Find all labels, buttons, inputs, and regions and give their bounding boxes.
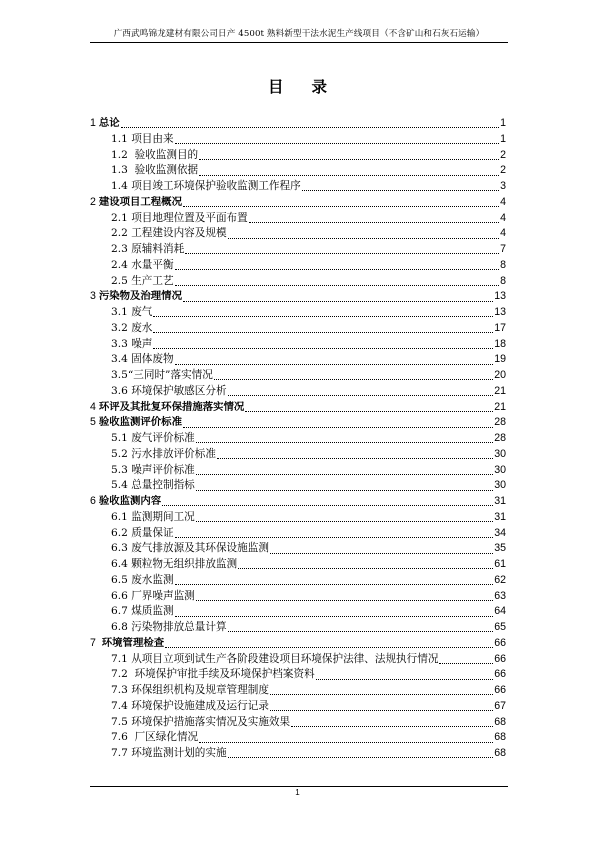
header-divider — [90, 42, 508, 43]
toc-section-entry[interactable] — [90, 683, 506, 699]
toc-entry-page: 18 — [494, 337, 506, 350]
toc-entry-page: 65 — [494, 621, 506, 633]
toc-entry-title: 总论 — [98, 117, 120, 129]
toc-entry-page: 62 — [494, 573, 506, 586]
toc-dot-leader — [153, 348, 493, 349]
toc-dot-leader — [238, 568, 493, 569]
toc-dot-leader — [196, 521, 493, 522]
toc-section-entry[interactable] — [90, 258, 506, 274]
toc-section-entry[interactable] — [90, 715, 506, 731]
toc-entry-page: 1 — [500, 132, 506, 145]
toc-section-entry[interactable] — [90, 463, 506, 479]
table-of-contents — [90, 116, 506, 762]
toc-dot-leader — [183, 301, 493, 302]
toc-dot-leader — [249, 222, 499, 223]
toc-entry-number: 1 — [90, 117, 99, 129]
toc-dot-leader — [175, 584, 494, 585]
toc-entry-number: 2.2 — [111, 227, 132, 240]
toc-entry-number: 6.5 — [111, 573, 132, 586]
toc-entry-title: 原辅料消耗 — [131, 243, 185, 255]
toc-chapter-entry[interactable] — [90, 289, 506, 305]
toc-entry-title: 项目竣工环境保护验收监测工作程序 — [131, 180, 301, 192]
toc-entry-title: 环境管理检查 — [101, 636, 165, 649]
toc-entry-page: 64 — [494, 605, 506, 618]
toc-entry-number: 6.1 — [111, 510, 132, 523]
toc-dot-leader — [270, 694, 493, 695]
toc-entry-number: 3 — [90, 290, 99, 303]
toc-entry-number: 2.3 — [111, 243, 132, 255]
toc-dot-leader — [270, 710, 493, 711]
toc-dot-leader — [165, 647, 493, 648]
toc-entry-number: 5.2 — [111, 447, 132, 460]
toc-section-entry[interactable] — [90, 179, 506, 195]
toc-entry-page: 20 — [494, 369, 506, 381]
toc-dot-leader — [175, 537, 494, 538]
toc-dot-leader — [175, 364, 494, 365]
toc-entry-page: 13 — [494, 290, 506, 303]
toc-entry-number: 7.6 — [111, 731, 135, 744]
toc-entry-title: 环境保护措施落实情况及实施效果 — [131, 715, 291, 728]
toc-entry-page: 66 — [494, 652, 506, 665]
toc-entry-page: 68 — [494, 731, 506, 744]
toc-dot-leader — [228, 238, 500, 239]
toc-entry-number: 6.7 — [111, 605, 132, 618]
toc-section-entry[interactable] — [90, 478, 506, 494]
toc-entry-page: 61 — [494, 558, 506, 570]
toc-entry-title: 固体废物 — [131, 353, 174, 366]
toc-entry-number: 7.2 — [111, 668, 135, 681]
toc-entry-title: 水量平衡 — [131, 258, 174, 271]
toc-section-entry[interactable] — [90, 337, 506, 353]
toc-entry-page: 3 — [500, 180, 506, 192]
toc-dot-leader — [199, 159, 499, 160]
toc-entry-number: 2.5 — [111, 274, 132, 287]
toc-section-entry[interactable] — [90, 573, 506, 589]
toc-section-entry[interactable] — [90, 667, 506, 683]
toc-dot-leader — [228, 631, 494, 632]
toc-section-entry[interactable] — [90, 447, 506, 463]
toc-entry-page: 2 — [500, 164, 506, 177]
toc-dot-leader — [196, 474, 493, 475]
toc-entry-title: 建设项目工程概况 — [98, 195, 182, 208]
toc-entry-number: 1.4 — [111, 180, 132, 192]
toc-entry-title: 生产工艺 — [131, 274, 174, 287]
toc-entry-title: 环境保护设施建成及运行记录 — [131, 699, 269, 712]
toc-entry-title: 质量保证 — [131, 526, 174, 539]
toc-entry-page: 30 — [494, 463, 506, 476]
toc-entry-number: 3.4 — [111, 353, 132, 366]
toc-entry-number: 3.2 — [111, 321, 132, 334]
toc-dot-leader — [291, 726, 493, 727]
toc-entry-number: 5.4 — [111, 479, 132, 492]
toc-entry-title: 厂界噪声监测 — [131, 589, 195, 602]
toc-entry-number: 7.7 — [111, 747, 132, 759]
toc-entry-title: 废水监测 — [131, 573, 174, 586]
toc-entry-page: 66 — [494, 636, 506, 649]
toc-chapter-entry[interactable] — [90, 116, 506, 132]
toc-section-entry[interactable] — [90, 730, 506, 746]
toc-section-entry[interactable] — [90, 604, 506, 620]
toc-entry-page: 4 — [500, 195, 506, 208]
toc-chapter-entry[interactable] — [90, 415, 506, 431]
toc-entry-title: 总量控制指标 — [131, 479, 195, 492]
toc-dot-leader — [153, 332, 493, 333]
toc-dot-leader — [196, 600, 493, 601]
toc-dot-leader — [153, 316, 493, 317]
toc-entry-title: 环境保护审批手续及环境保护档案资料 — [134, 668, 315, 681]
toc-section-entry[interactable] — [90, 352, 506, 368]
toc-entry-title: 煤质监测 — [131, 605, 174, 618]
toc-entry-title: 噪声评价标准 — [131, 463, 195, 476]
toc-entry-number: 5.3 — [111, 463, 132, 476]
footer-divider — [90, 786, 508, 787]
toc-entry-page: 30 — [494, 479, 506, 492]
toc-entry-page: 66 — [494, 684, 506, 696]
toc-dot-leader — [175, 143, 500, 144]
toc-entry-title: 环境保护敏感区分析 — [131, 384, 227, 397]
toc-section-entry[interactable] — [90, 163, 506, 179]
toc-entry-title: 污染物及治理情况 — [98, 290, 182, 303]
toc-entry-title: 从项目立项到试生产各阶段建设项目环境保护法律、法规执行情况 — [131, 652, 439, 665]
toc-entry-number: 1.3 — [111, 164, 135, 177]
toc-entry-number: 3.3 — [111, 337, 132, 350]
running-header: 广西武鸣锦龙建材有限公司日产 4500t 熟料新型干法水泥生产线项目（不含矿山和石灰石运输） — [113, 29, 485, 39]
toc-entry-title: 工程建设内容及规模 — [131, 227, 227, 240]
toc-chapter-entry[interactable] — [90, 400, 506, 416]
toc-entry-number: 1.1 — [111, 132, 132, 145]
toc-entry-title: 项目由来 — [131, 132, 174, 145]
toc-entry-number: 7.1 — [111, 652, 132, 665]
toc-entry-number: 6.3 — [111, 542, 132, 555]
toc-section-entry[interactable] — [90, 305, 506, 321]
toc-title-part1: 目 — [267, 77, 284, 96]
toc-entry-title: 污水排放评价标准 — [131, 447, 216, 460]
toc-dot-leader — [196, 490, 493, 491]
toc-entry-title: 颗粒物无组织排放监测 — [131, 558, 238, 570]
toc-dot-leader — [199, 742, 493, 743]
toc-section-entry[interactable] — [90, 652, 506, 668]
toc-dot-leader — [196, 442, 493, 443]
toc-section-entry[interactable] — [90, 557, 506, 573]
toc-entry-page: 4 — [500, 227, 506, 240]
toc-entry-title: 环评及其批复环保措施落实情况 — [98, 400, 245, 413]
toc-dot-leader — [183, 206, 499, 207]
toc-entry-page: 67 — [494, 699, 506, 712]
toc-section-entry[interactable] — [90, 321, 506, 337]
toc-dot-leader — [302, 190, 499, 191]
toc-dot-leader — [175, 269, 500, 270]
toc-dot-leader — [185, 253, 499, 254]
toc-entry-number: 3.1 — [111, 306, 132, 318]
toc-entry-number: 2 — [90, 195, 99, 208]
toc-section-entry[interactable] — [90, 368, 506, 384]
toc-entry-number: 7.4 — [111, 699, 132, 712]
toc-section-entry[interactable] — [90, 211, 506, 227]
toc-entry-title: 废气 — [131, 306, 153, 318]
toc-section-entry[interactable] — [90, 541, 506, 557]
toc-section-entry[interactable] — [90, 699, 506, 715]
toc-entry-page: 8 — [500, 274, 506, 287]
toc-dot-leader — [214, 379, 493, 380]
page-number: 1 — [295, 788, 300, 797]
toc-title — [0, 77, 595, 97]
toc-entry-page: 8 — [500, 258, 506, 271]
toc-dot-leader — [228, 395, 494, 396]
toc-dot-leader — [270, 553, 493, 554]
toc-section-entry[interactable] — [90, 526, 506, 542]
toc-dot-leader — [121, 127, 499, 128]
toc-section-entry[interactable] — [90, 746, 506, 762]
toc-entry-title: 废气排放源及其环保设施监测 — [131, 542, 269, 555]
toc-entry-page: 30 — [494, 447, 506, 460]
toc-entry-number: 7.5 — [111, 715, 132, 728]
toc-entry-number: 2.4 — [111, 258, 132, 271]
toc-dot-leader — [175, 285, 500, 286]
toc-entry-number: 6.4 — [111, 558, 132, 570]
toc-dot-leader — [183, 427, 493, 428]
toc-entry-page: 17 — [494, 321, 506, 334]
toc-entry-page: 2 — [500, 148, 506, 161]
toc-entry-title: 废气评价标准 — [131, 432, 195, 444]
toc-title-part2: 录 — [311, 77, 328, 96]
toc-entry-title: 验收监测目的 — [134, 148, 199, 161]
toc-entry-page: 68 — [494, 747, 506, 759]
toc-entry-page: 68 — [494, 715, 506, 728]
toc-entry-number: 6.6 — [111, 589, 132, 602]
toc-entry-page: 31 — [494, 495, 506, 507]
toc-entry-title: 监测期间工况 — [131, 510, 195, 523]
toc-entry-number: 7.3 — [111, 684, 132, 696]
toc-entry-title: 废水 — [131, 321, 153, 334]
toc-entry-number: 2.1 — [111, 211, 132, 224]
toc-section-entry[interactable] — [90, 510, 506, 526]
toc-entry-title: 环境监测计划的实施 — [131, 747, 227, 759]
toc-section-entry[interactable] — [90, 589, 506, 605]
toc-dot-leader — [228, 757, 494, 758]
toc-section-entry[interactable] — [90, 274, 506, 290]
toc-entry-title: “三同时”落实情况 — [127, 369, 213, 381]
toc-entry-page: 1 — [500, 117, 506, 129]
toc-entry-number: 6.8 — [111, 621, 132, 633]
toc-chapter-entry[interactable] — [90, 636, 506, 652]
toc-entry-number: 3.6 — [111, 384, 132, 397]
toc-entry-number: 1.2 — [111, 148, 135, 161]
toc-entry-title: 厂区绿化情况 — [134, 731, 199, 744]
toc-entry-title: 验收监测评价标准 — [98, 416, 182, 429]
toc-entry-page: 13 — [494, 306, 506, 318]
toc-section-entry[interactable] — [90, 226, 506, 242]
toc-entry-title: 环保组织机构及规章管理制度 — [131, 684, 269, 696]
toc-dot-leader — [439, 663, 493, 664]
toc-entry-number: 7 — [90, 636, 102, 649]
toc-section-entry[interactable] — [90, 132, 506, 148]
toc-entry-page: 63 — [494, 589, 506, 602]
toc-section-entry[interactable] — [90, 242, 506, 258]
toc-entry-title: 污染物排放总量计算 — [131, 621, 227, 633]
toc-entry-page: 66 — [494, 668, 506, 681]
toc-entry-page: 34 — [494, 526, 506, 539]
toc-entry-number: 3.5 — [111, 369, 128, 381]
toc-entry-page: 7 — [500, 243, 506, 255]
toc-chapter-entry[interactable] — [90, 195, 506, 211]
toc-dot-leader — [199, 175, 499, 176]
toc-entry-page: 35 — [494, 542, 506, 555]
toc-entry-title: 噪声 — [131, 337, 153, 350]
toc-dot-leader — [217, 458, 493, 459]
toc-entry-title: 项目地理位置及平面布置 — [131, 211, 248, 224]
toc-entry-page: 4 — [500, 211, 506, 224]
toc-section-entry[interactable] — [90, 384, 506, 400]
toc-entry-page: 21 — [494, 384, 506, 397]
toc-dot-leader — [316, 679, 494, 680]
toc-section-entry[interactable] — [90, 431, 506, 447]
toc-section-entry[interactable] — [90, 148, 506, 164]
toc-entry-number: 6.2 — [111, 526, 132, 539]
toc-entry-number: 5.1 — [111, 432, 132, 444]
toc-dot-leader — [245, 411, 493, 412]
toc-entry-page: 31 — [494, 510, 506, 523]
toc-entry-page: 21 — [494, 400, 506, 413]
toc-entry-number: 5 — [90, 416, 99, 429]
toc-dot-leader — [162, 505, 493, 506]
toc-entry-number: 6 — [90, 495, 99, 507]
toc-section-entry[interactable] — [90, 620, 506, 636]
toc-entry-title: 验收监测依据 — [134, 164, 199, 177]
toc-entry-page: 28 — [494, 432, 506, 444]
toc-entry-number: 4 — [90, 400, 99, 413]
toc-dot-leader — [175, 616, 494, 617]
toc-entry-page: 28 — [494, 416, 506, 429]
toc-chapter-entry[interactable] — [90, 494, 506, 510]
toc-entry-page: 19 — [494, 353, 506, 366]
toc-entry-title: 验收监测内容 — [98, 495, 162, 507]
